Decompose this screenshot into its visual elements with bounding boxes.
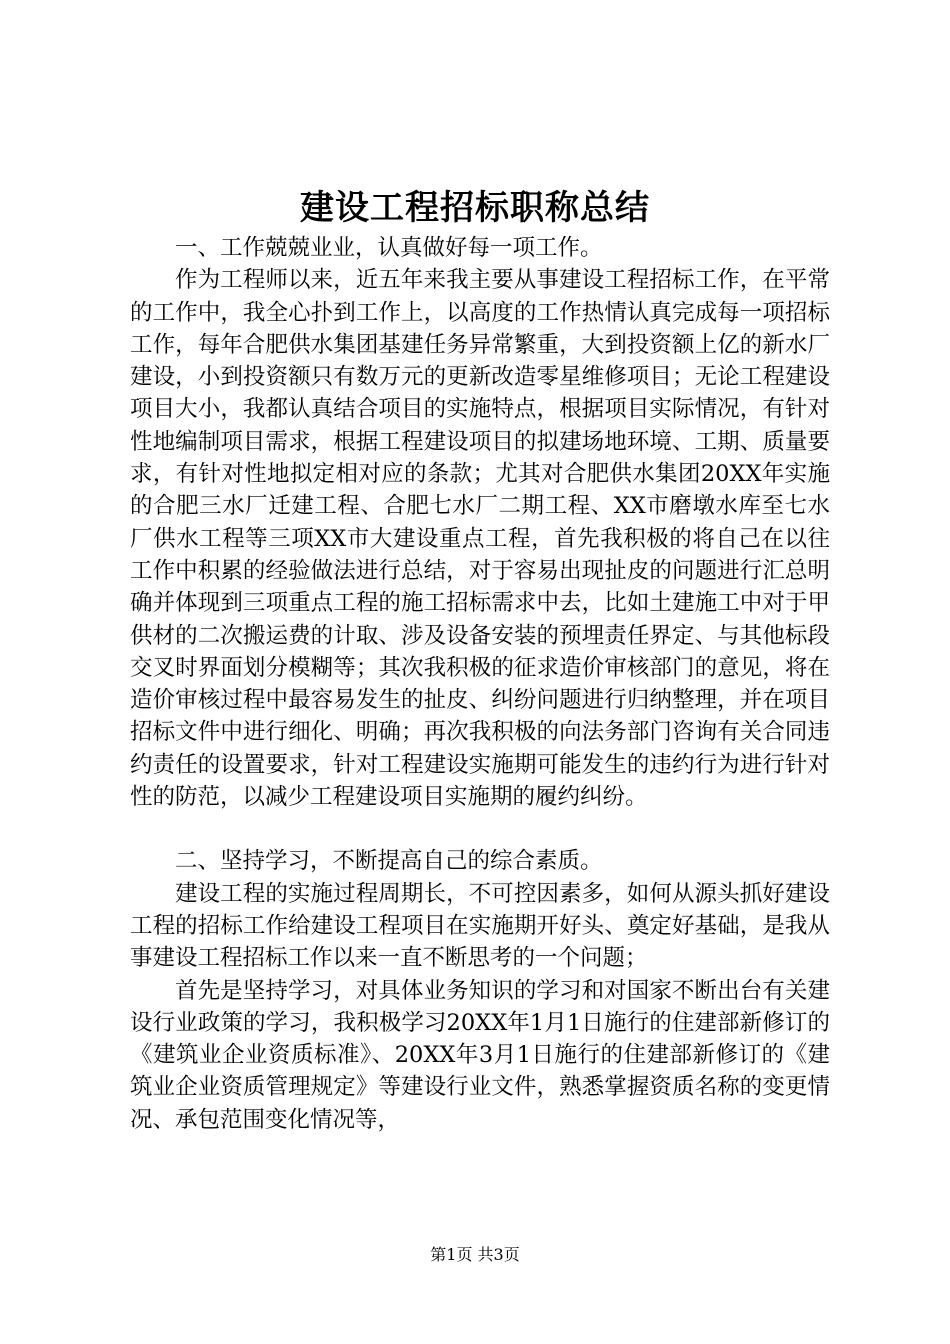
paragraph-1: 作为工程师以来，近五年来我主要从事建设工程招标工作，在平常的工作中，我全心扑到工作上，以高度的工作热情认真完成每一项招标工作，每年合肥供水集团基建任务异常繁重，大到投资额上亿的新水厂建设，小到投资额只有数万元的更新改造零星维修项目；无论工程建设项目大小，我都认真结合项目的实施特点，根据项目实际情况，有针对性地编制项目需求，根据工程建设项目的拟建场地环境、工期、质量要求，有针对性地拟定相对应的条款；尤其对合肥供水集团20XX年实施的合肥三水厂迁建工程、合肥七水厂二期工程、XX市磨墩水库至七水厂供水工程等三项XX市大建设重点工程，首先我积极的将自己在以往工作中积累的经验做法进行总结，对于容易出现扯皮的问题进行汇总明确并体现到三项重点工程的施工招标需求中去，比如土建施工中对于甲供材的二次搬运费的计取、涉及设备安装的预埋责任界定、与其他标段交叉时界面划分模糊等；其次我积极的征求造价审核部门的意见，将在造价审核过程中最容易发生的扯皮、纠纷问题进行归纳整理，并在项目招标文件中进行细化、明确；再次我积极的向法务部门咨询有关合同违约责任的设置要求，针对工程建设实施期可能发生的违约行为进行针对性的防范，以减少工程建设项目实施期的履约纠纷。: [130, 267, 830, 811]
paragraph-3: 首先是坚持学习，对具体业务知识的学习和对国家不断出台有关建设行业政策的学习，我积极学习20XX年1月1日施行的住建部新修订的《建筑业企业资质标准》、20XX年3月1日施行的住建部新修订的《建筑业企业资质管理规定》等建设行业文件，熟悉掌握资质名称的变更情况、承包范围变化情况等，: [130, 977, 830, 1133]
paragraph-2: 建设工程的实施过程周期长，不可控因素多，如何从源头抓好建设工程的招标工作给建设工程项目在实施期开好头、奠定好基础，是我从事建设工程招标工作以来一直不断思考的一个问题；: [130, 880, 830, 972]
page-number-footer: 第1页 共3页: [430, 1245, 520, 1264]
section-heading-1: 一、工作兢兢业业，认真做好每一项工作。: [175, 235, 603, 261]
document-body: [130, 232, 830, 1136]
section-heading-2: 二、坚持学习，不断提高自己的综合素质。: [175, 848, 603, 875]
document-title: 建设工程招标职称总结: [300, 188, 650, 228]
